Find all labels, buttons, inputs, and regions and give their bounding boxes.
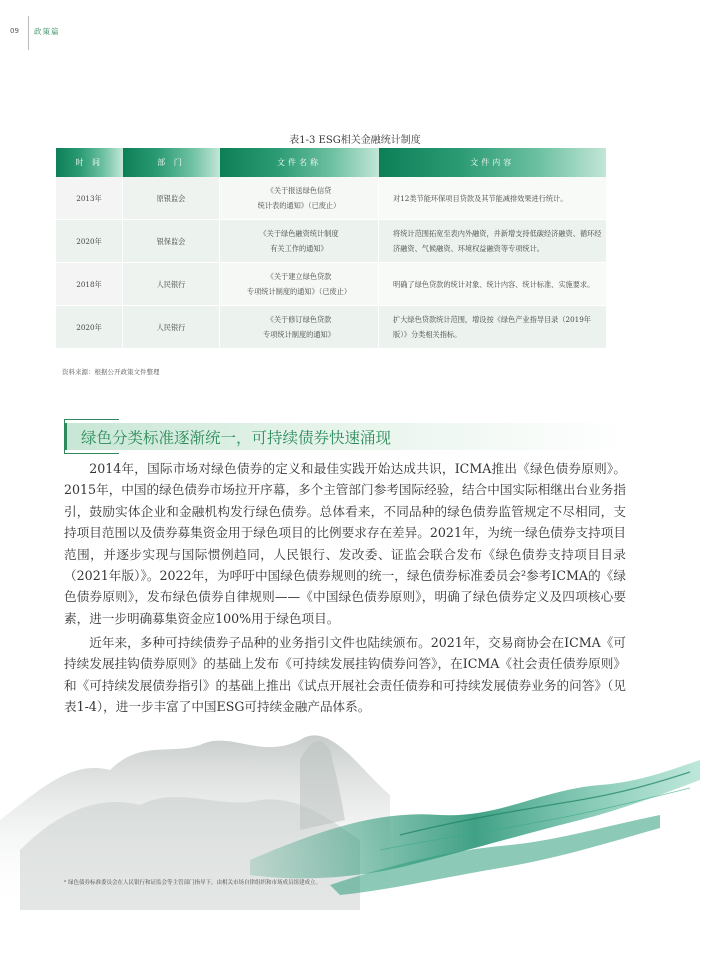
page-number: 09 xyxy=(10,27,19,35)
cell-document: 《关于报送绿色信贷 统计表的通知》（已废止） xyxy=(220,177,379,220)
column-header-time: 时 间 xyxy=(56,148,123,177)
cell-content: 明确了绿色贷款的统计对象、统计内容、统计标准、实施要求。 xyxy=(379,263,607,306)
cell-department: 原银监会 xyxy=(123,177,220,220)
section-name: 政策篇 xyxy=(34,27,60,36)
cell-year: 2020年 xyxy=(56,220,123,263)
column-header-document: 文件名称 xyxy=(220,148,379,177)
body-paragraph: 近年来，多种可持续债券子品种的业务指引文件也陆续颁布。2021年，交易商协会在ICMA《可持续发展挂钩债券原则》的基础上发布《可持续发展挂钩债券问答》，在ICMA《社会责任债券原则》和《可持续发展债券指引》的基础上推出《试点开展社会责任债券和可持续发展债券业务的问答》（见表1-4），进一步丰富了中国ESG可持续金融产品体系。 xyxy=(64,635,626,715)
cell-content: 对12类节能环保项目贷款及其节能减排效果进行统计。 xyxy=(379,177,607,220)
page-header xyxy=(0,0,710,60)
cell-year: 2013年 xyxy=(56,177,123,220)
table-source-note: 资料来源：根据公开政策文件整理 xyxy=(62,368,160,376)
cell-document: 《关于绿色融资统计制度 有关工作的通知》 xyxy=(220,220,379,263)
table-row xyxy=(56,306,606,349)
table-caption: 表1-3 ESG相关金融统计制度 xyxy=(289,135,421,146)
cell-department: 银保监会 xyxy=(123,220,220,263)
section-heading-box xyxy=(64,423,627,450)
column-header-content: 文件内容 xyxy=(379,148,607,177)
column-header-department: 部 门 xyxy=(123,148,220,177)
table-row xyxy=(56,263,606,306)
body-paragraph: 2014年，国际市场对绿色债券的定义和最佳实践开始达成共识，ICMA推出《绿色债券原则》。2015年，中国的绿色债券市场拉开序幕，多个主管部门参考国际经验，结合中国实际相继出台业务指引，鼓励实体企业和金融机构发行绿色债券。总体看来，不同品种的绿色债券监管规定不尽相同，支持项目范围以及债券募集资金用于绿色项目的比例要求存在差异。2021年，为统一绿色债券支持项目范围，并逐步实现与国际惯例趋同，人民银行、发改委、证监会联合发布《绿色债券支持项目目录（2021年版）》。2022年，为呼吁中国绿色债券规则的统一，绿色债券标准委员会²参考ICMA的《绿色债券原则》，发布绿色债券自律规则——《中国绿色债券原则》，明确了绿色债券定义及四项核心要素，进一步明确募集资金应100%用于绿色项目。 xyxy=(64,461,626,626)
statistics-table xyxy=(56,148,606,349)
cell-document: 《关于修订绿色贷款 专项统计制度的通知》 xyxy=(220,306,379,349)
cell-year: 2018年 xyxy=(56,263,123,306)
cell-department: 人民银行 xyxy=(123,306,220,349)
cell-year: 2020年 xyxy=(56,306,123,349)
footnote: ² 绿色债券标准委员会在人民银行和证监会等主管部门指导下，由相关市场自律组织和市场成员组建成立。 xyxy=(64,880,321,886)
cell-department: 人民银行 xyxy=(123,263,220,306)
cell-document: 《关于建立绿色贷款 专项统计制度的通知》（已废止） xyxy=(220,263,379,306)
table-header-row xyxy=(56,148,606,177)
cell-content: 将统计范围拓宽至表内外融资，并新增支持低碳经济融资、循环经济融资、气候融资、环境权益融资等专项统计。 xyxy=(379,220,607,263)
section-heading: 绿色分类标准逐渐统一，可持续债券快速涌现 xyxy=(81,429,392,447)
cell-content: 扩大绿色贷款统计范围，增设按《绿色产业指导目录（2019年版）》分类相关指标。 xyxy=(379,306,607,349)
table-row xyxy=(56,220,606,263)
header-divider xyxy=(28,16,29,50)
table-row xyxy=(56,177,606,220)
